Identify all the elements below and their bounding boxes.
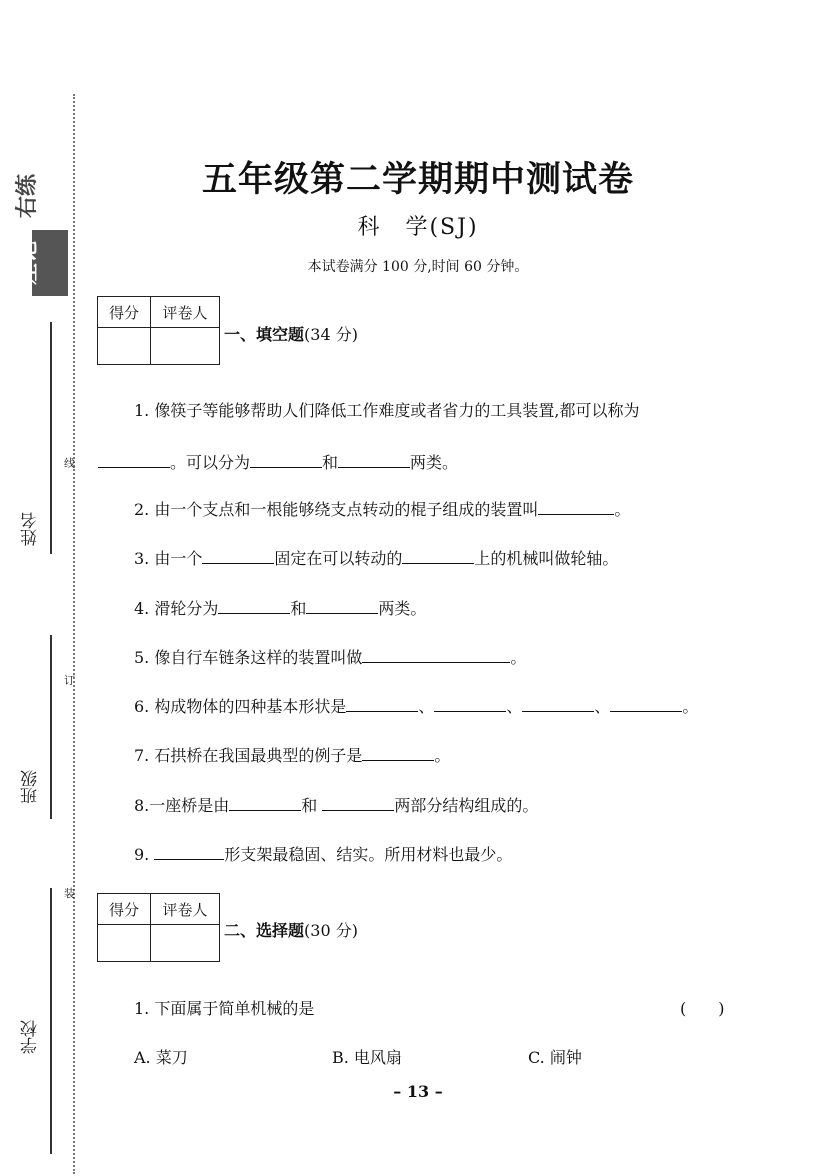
- score-box-2: [97, 893, 220, 962]
- school-line: [50, 888, 52, 1154]
- answer-blank[interactable]: [346, 695, 418, 712]
- question-1: 1. 像筷子等能够帮助人们降低工作难度或者省力的工具装置,都可以称为: [134, 401, 640, 420]
- subject-title: 科 学(SJ): [357, 215, 479, 240]
- binding-char-xian: 线: [64, 457, 75, 470]
- answer-blank[interactable]: [229, 794, 301, 811]
- answer-blank[interactable]: [338, 451, 410, 468]
- question-6: 6. 构成物体的四种基本形状是 、 、 、 。: [134, 697, 699, 716]
- answer-blank[interactable]: [522, 695, 594, 712]
- answer-blank[interactable]: [154, 843, 224, 860]
- class-line: [50, 635, 52, 819]
- section2-heading: 二、选择题(30 分): [224, 921, 358, 940]
- option-b[interactable]: B. 电风扇: [332, 1048, 402, 1067]
- answer-blank[interactable]: [362, 646, 510, 663]
- question-2: 2. 由一个支点和一根能够绕支点转动的棍子组成的装置叫 。: [134, 500, 631, 519]
- mc-question-1: 1. 下面属于简单机械的是: [134, 999, 315, 1018]
- question-3: 3. 由一个 固定在可以转动的 上的机械叫做轮轴。: [134, 549, 619, 568]
- question-9: 9. 形支架最稳固、结实。所用材料也最少。: [134, 845, 513, 864]
- question-5: 5. 像自行车链条这样的装置叫做 。: [134, 648, 527, 667]
- svg-text:右练: 右练: [15, 173, 40, 219]
- name-line: [50, 322, 52, 554]
- option-a[interactable]: A. 菜刀: [134, 1048, 188, 1067]
- question-7: 7. 石拱桥在我国最典型的例子是 。: [134, 746, 451, 765]
- page-title: 五年级第二学期期中测试卷: [201, 159, 634, 200]
- answer-blank[interactable]: [218, 597, 290, 614]
- answer-blank[interactable]: [402, 547, 474, 564]
- grader-cell[interactable]: [151, 925, 220, 962]
- section1-heading: 一、填空题(34 分): [224, 325, 358, 344]
- binding-char-ding: 订: [64, 674, 75, 687]
- answer-blank[interactable]: [98, 451, 170, 468]
- answer-blank[interactable]: [306, 597, 378, 614]
- exam-note: 本试卷满分 100 分,时间 60 分钟。: [307, 259, 529, 275]
- answer-blank[interactable]: [202, 547, 274, 564]
- binding-char-zhuang: 装: [64, 887, 75, 900]
- answer-blank[interactable]: [250, 451, 322, 468]
- grader-header: 评卷人: [151, 297, 220, 328]
- grader-header: 评卷人: [151, 894, 220, 925]
- question-1-cont: 。可以分为 和 两类。: [98, 450, 458, 473]
- answer-blank[interactable]: [610, 695, 682, 712]
- answer-blank[interactable]: [362, 744, 434, 761]
- school-label: 学校: [21, 1020, 41, 1054]
- answer-paren[interactable]: ( ): [680, 999, 725, 1018]
- answer-blank[interactable]: [434, 695, 506, 712]
- question-4: 4. 滑轮分为 和 两类。: [134, 599, 427, 618]
- option-c[interactable]: C. 闹钟: [528, 1048, 582, 1067]
- answer-blank[interactable]: [322, 794, 394, 811]
- name-label: 姓名: [21, 512, 41, 546]
- score-box-1: [97, 296, 220, 365]
- svg-text:左记: 左记: [16, 240, 41, 286]
- score-header: 得分: [98, 894, 151, 925]
- class-label: 班级: [21, 770, 41, 804]
- question-8: 8.一座桥是由 和 两部分结构组成的。: [134, 796, 539, 815]
- answer-blank[interactable]: [538, 498, 614, 515]
- score-cell[interactable]: [98, 925, 151, 962]
- score-cell[interactable]: [98, 328, 151, 365]
- score-header: 得分: [98, 297, 151, 328]
- grader-cell[interactable]: [151, 328, 220, 365]
- page-number: – 13 –: [393, 1082, 443, 1101]
